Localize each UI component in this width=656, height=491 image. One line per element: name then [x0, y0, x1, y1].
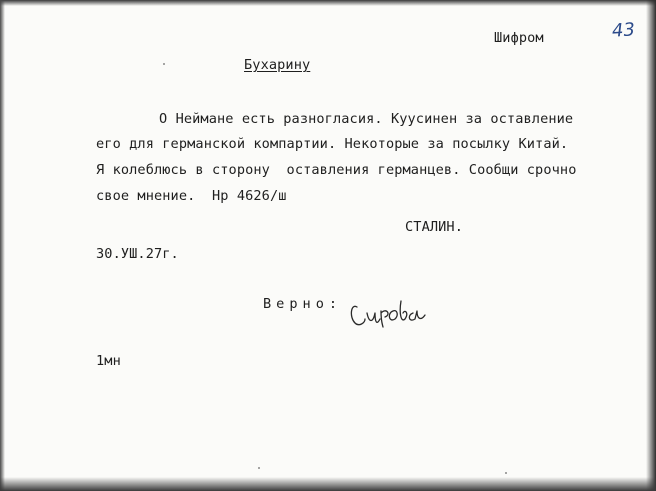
paper-speck	[505, 472, 507, 474]
paper-speck	[258, 467, 260, 469]
body-line-2: его для германской компартии. Некоторые за посылку Китай.	[96, 136, 569, 152]
addressee: Бухарину	[244, 57, 311, 73]
cipher-header: Шифром	[494, 30, 544, 46]
certification-label: Верно:	[263, 296, 343, 312]
scan-edge-top	[0, 0, 656, 6]
body-line-1: О Неймане есть разногласия. Куусинен за оставление	[159, 111, 574, 127]
page-number: 43	[611, 19, 636, 42]
paper-speck	[163, 63, 165, 65]
scan-edge-bottom	[0, 477, 656, 491]
footer-code: 1мн	[96, 353, 121, 369]
scan-edge-left	[0, 0, 5, 491]
scan-edge-right	[646, 0, 656, 491]
body-line-3: Я колеблюсь в сторону оставления германцев. Сообщи срочно	[96, 162, 577, 178]
body-line-4: свое мнение. Нр 4626/ш	[96, 188, 287, 204]
signature-name: СТАЛИН.	[405, 219, 463, 235]
document-date: 30.УШ.27г.	[96, 246, 179, 262]
certifier-signature	[347, 293, 437, 333]
